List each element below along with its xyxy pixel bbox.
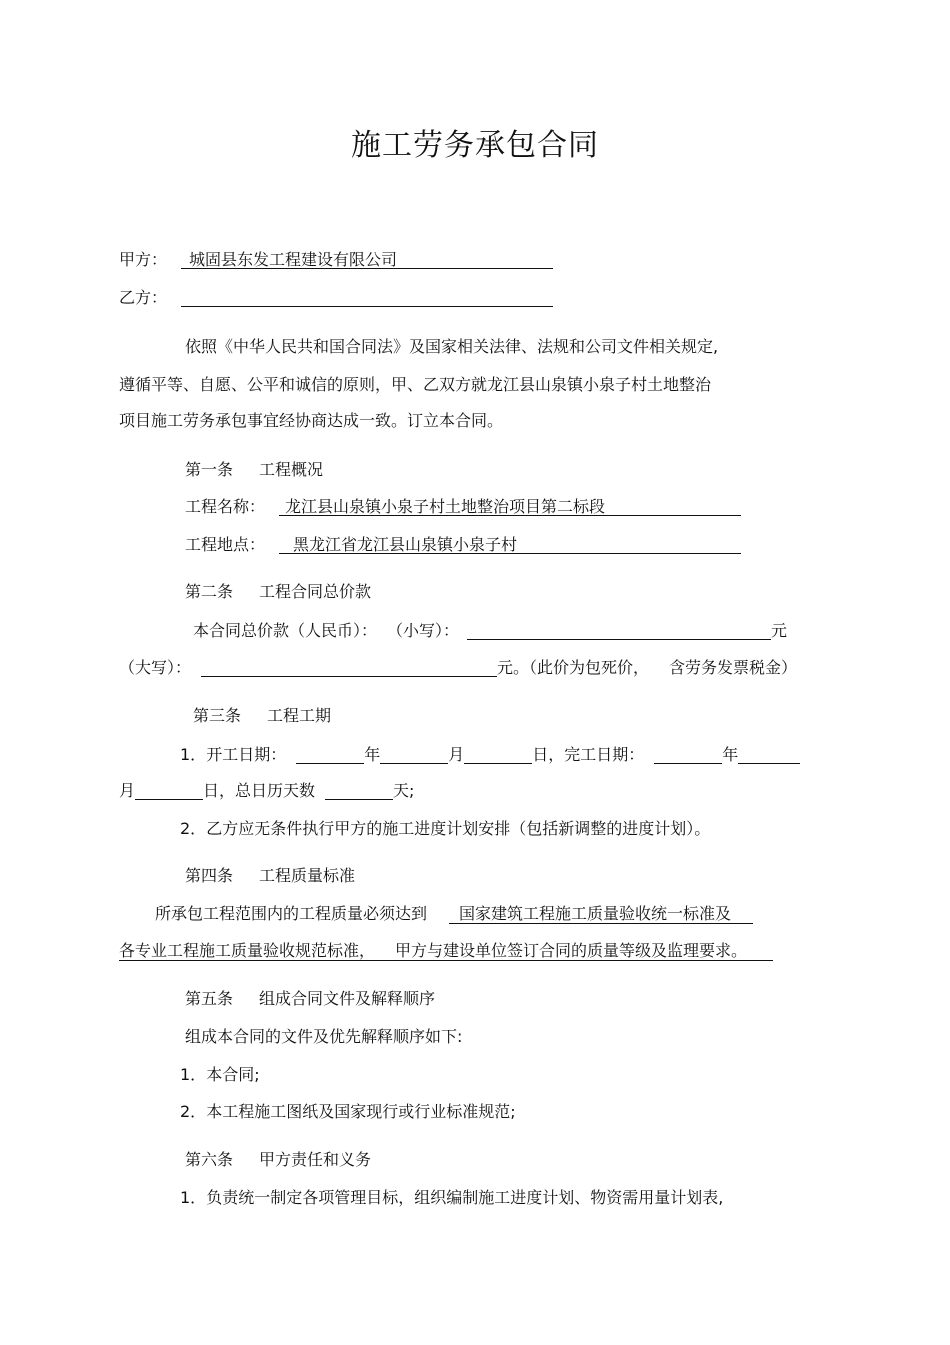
schedule-item-2-number: 2． (180, 819, 207, 838)
contract-docs-item-1 (180, 1065, 260, 1085)
article-5-number: 第五条 (185, 989, 234, 1008)
article-1-title: 工程概况 (259, 460, 324, 479)
price-small-unit: 元 (771, 621, 788, 640)
article-5-heading (185, 989, 435, 1009)
finish-year-label: 年 (722, 745, 739, 764)
schedule-item-2-text: 乙方应无条件执行甲方的施工进度计划安排（包括新调整的进度计划）。 (206, 819, 711, 838)
contract-docs-item-1-number: 1． (180, 1065, 207, 1084)
party-a-line (119, 250, 553, 270)
article-1-heading (185, 460, 323, 480)
project-name-line (185, 497, 741, 517)
project-site-label: 工程地点： (185, 535, 266, 554)
article-2-number: 第二条 (185, 582, 234, 601)
schedule-line-1 (180, 745, 800, 765)
finish-date-label: 完工日期： (564, 745, 645, 764)
project-site-value: 黑龙江省龙江县山泉镇小泉子村 (279, 535, 741, 554)
document-title: 施工劳务承包合同 (351, 128, 599, 163)
schedule-item-1-number: 1． (180, 745, 207, 764)
quality-line-2 (119, 941, 773, 961)
contract-docs-item-2 (180, 1102, 516, 1122)
article-6-title: 甲方责任和义务 (259, 1150, 372, 1169)
finish-month-blank (738, 745, 800, 764)
price-words-suffix: 元。（此价为包死价， (497, 658, 650, 677)
finish-month-label: 月 (119, 781, 136, 800)
contract-docs-intro: 组成本合同的文件及优先解释顺序如下: (185, 1027, 463, 1046)
article-3-number: 第三条 (193, 706, 242, 725)
article-2-title: 工程合同总价款 (259, 582, 372, 601)
finish-day-blank (135, 781, 203, 800)
article-6-heading (185, 1150, 371, 1170)
finish-year-blank (654, 745, 722, 764)
article-4-heading (185, 866, 355, 886)
party-b-value (181, 288, 553, 307)
finish-day-label: 日，总日历天数 (203, 781, 316, 800)
price-small-line (193, 621, 787, 641)
preamble-line-3: 项目施工劳务承包事宜经协商达成一致。订立本合同。 (119, 411, 504, 430)
party-b-label: 乙方： (119, 288, 168, 307)
start-year-blank (296, 745, 364, 764)
article-5-title: 组成合同文件及解释顺序 (259, 989, 436, 1008)
contract-docs-item-2-number: 2． (180, 1102, 207, 1121)
party-a-duty-item-1 (180, 1188, 723, 1208)
quality-supervision-requirement: 甲方与建设单位签订合同的质量等级及监理要求。 (375, 941, 773, 961)
preamble-line-1: 依照《中华人民共和国合同法》及国家相关法律、法规和公司文件相关规定, (185, 337, 719, 356)
quality-requirement-text: 所承包工程范围内的工程质量必须达到 (155, 904, 428, 923)
party-a-duty-item-1-text: 负责统一制定各项管理目标，组织编制施工进度计划、物资需用量计划表, (206, 1188, 724, 1207)
price-words-blank (201, 658, 497, 677)
start-date-label: 开工日期： (206, 745, 287, 764)
article-6-number: 第六条 (185, 1150, 234, 1169)
article-2-heading (185, 582, 371, 602)
article-3-title: 工程工期 (267, 706, 332, 725)
preamble-line-2: 遵循平等、自愿、公平和诚信的原则，甲、乙双方就龙江县山泉镇小泉子村土地整治 (119, 375, 712, 394)
price-words-label: （大写）： (119, 658, 192, 677)
price-small-blank (467, 621, 771, 640)
contract-docs-item-1-text: 本合同; (206, 1065, 260, 1084)
project-name-value: 龙江县山泉镇小泉子村土地整治项目第二标段 (279, 497, 741, 516)
article-4-title: 工程质量标准 (259, 866, 356, 885)
price-small-label: （小写）： (387, 621, 460, 640)
price-label: 本合同总价款（人民币）： (193, 621, 378, 640)
quality-standard-value: 国家建筑工程施工质量验收统一标准及 (449, 904, 753, 924)
price-words-tail: 含劳务发票税金） (669, 658, 798, 677)
quality-standard-spec: 各专业工程施工质量验收规范标准， (119, 941, 376, 960)
start-day-blank (464, 745, 532, 764)
party-a-duty-item-1-number: 1． (180, 1188, 207, 1207)
schedule-line-2 (119, 781, 414, 801)
schedule-item-2 (180, 819, 710, 839)
article-4-number: 第四条 (185, 866, 234, 885)
contract-docs-item-2-text: 本工程施工图纸及国家现行或行业标准规范; (206, 1102, 516, 1121)
start-day-label: 日， (532, 745, 565, 764)
total-days-blank (325, 781, 393, 800)
project-site-line (185, 535, 741, 555)
party-b-line (119, 288, 553, 308)
price-words-line (119, 658, 797, 678)
quality-line-1 (155, 904, 753, 924)
article-1-number: 第一条 (185, 460, 234, 479)
project-name-label: 工程名称： (185, 497, 266, 516)
start-month-label: 月 (448, 745, 465, 764)
party-a-label: 甲方： (119, 250, 168, 269)
article-3-heading (193, 706, 331, 726)
party-a-value: 城固县东发工程建设有限公司 (181, 250, 553, 269)
total-days-unit: 天; (393, 781, 415, 800)
start-month-blank (380, 745, 448, 764)
start-year-label: 年 (364, 745, 381, 764)
